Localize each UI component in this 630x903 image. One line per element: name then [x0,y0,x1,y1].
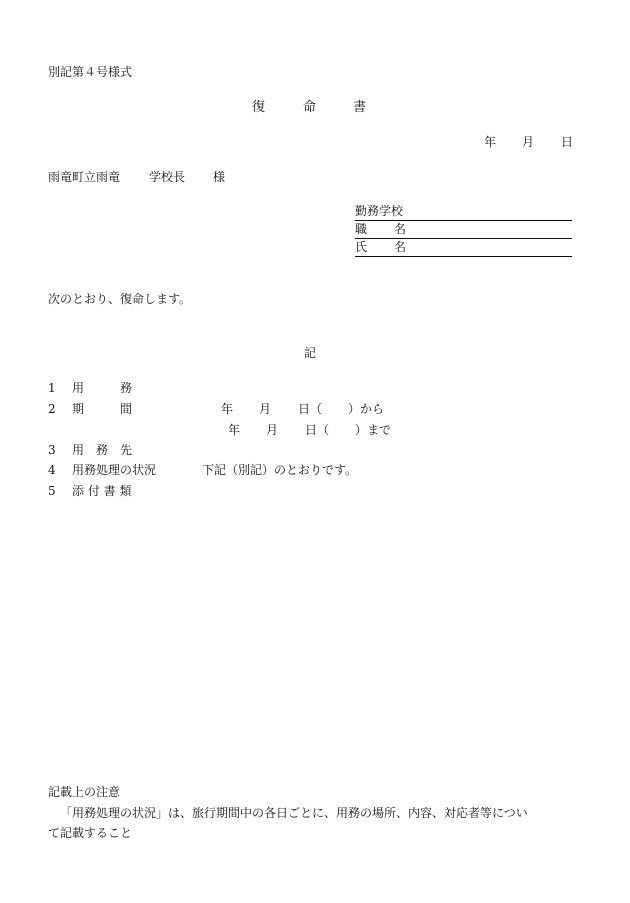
signature-school-field[interactable] [355,205,572,221]
notes-heading: 記載上の注意 [48,785,121,799]
item-period [48,402,133,439]
title-char-2: 命 [303,100,317,115]
signature-position-field[interactable] [355,223,572,239]
date-day: 日 [561,135,574,149]
signature-name-label-a: 氏 [355,240,368,254]
ki-heading: 記 [304,346,317,360]
date-year: 年 [484,135,497,149]
period-to-month: 月 [266,423,279,437]
title-char-3: 書 [353,100,367,115]
form-number: 別記第４号様式 [48,65,133,79]
item-number: 2 [48,402,56,416]
title-char-1: 復 [252,100,266,115]
period-from-suffix: ）から [348,402,385,416]
notes-line-2: て記載すること [48,826,133,840]
addressee-honorific: 様 [213,170,226,184]
period-from-day: 日（ [298,402,323,416]
signature-position-label-b: 名 [394,222,407,236]
date-month: 月 [522,135,535,149]
item-number: 1 [48,381,56,395]
item-number: 5 [48,484,56,498]
item-attachments [48,484,132,521]
intro-text: 次のとおり、復命します。 [48,292,192,306]
period-from-month: 月 [259,402,272,416]
addressee-title: 学校長 [149,170,186,184]
period-to-year: 年 [228,423,241,437]
item-label: 用 務 先 [72,443,133,457]
item-label: 用務処理の状況 [72,463,157,477]
item-label: 添 付 書 類 [72,484,132,498]
period-to-day: 日（ [305,423,330,437]
addressee-name: 雨竜町立雨竜 [48,170,121,184]
period-from-year: 年 [221,402,234,416]
item-number: 4 [48,463,56,477]
signature-position-label-a: 職 [355,222,368,236]
period-to-suffix: ）まで [355,423,392,437]
item-number: 3 [48,443,56,457]
signature-name-label-b: 名 [394,240,407,254]
item-label: 用 務 [72,381,133,395]
notes-line-1: 「用務処理の状況」は、旅行期間中の各日ごとに、用務の場所、内容、対応者等につい [60,806,528,820]
signature-name-field[interactable] [355,241,572,257]
signature-school-label: 勤務学校 [355,204,404,218]
item-label: 期 間 [72,402,133,416]
status-value: 下記（別記）のとおりです。 [202,463,358,477]
